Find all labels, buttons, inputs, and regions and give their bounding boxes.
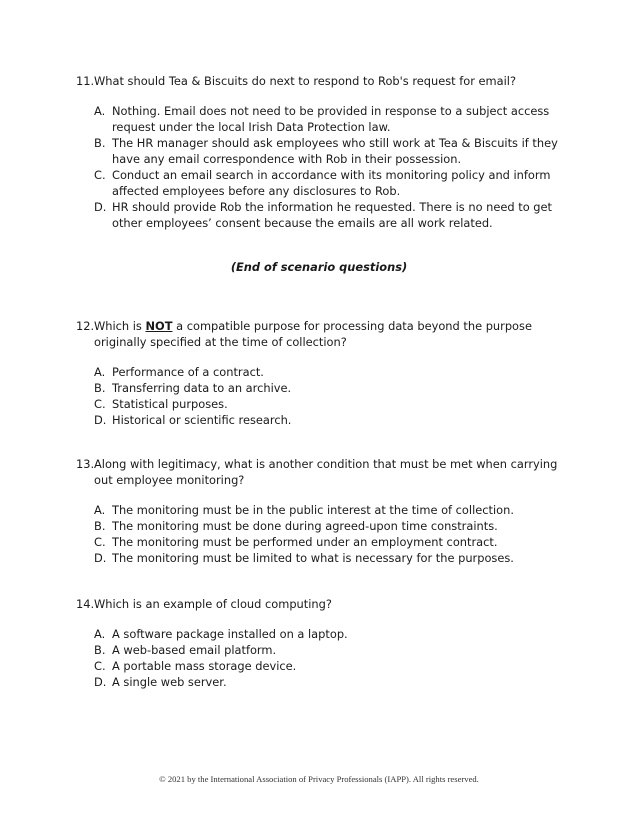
option-text: The monitoring must be limited to what is necessary for the purposes. bbox=[112, 551, 514, 565]
answer-option-b bbox=[94, 135, 566, 167]
option-letter: A. bbox=[94, 365, 106, 379]
answer-option-c bbox=[94, 658, 566, 674]
option-text: Conduct an email search in accordance with its monitoring policy and inform affected employees before any disclosures to Rob. bbox=[112, 168, 551, 198]
question-number: 13. bbox=[76, 457, 95, 471]
answer-option-c bbox=[94, 167, 566, 199]
option-text: A web-based email platform. bbox=[112, 643, 277, 657]
option-letter: D. bbox=[94, 200, 107, 214]
question-text: Which is an example of cloud computing? bbox=[94, 597, 332, 611]
question-number: 12. bbox=[76, 319, 95, 333]
answer-option-d bbox=[94, 412, 566, 428]
end-of-scenario-note: (End of scenario questions) bbox=[230, 260, 408, 274]
answer-option-d bbox=[94, 199, 566, 231]
answer-options bbox=[76, 103, 566, 231]
option-text: Nothing. Email does not need to be provided in response to a subject access request under the local Irish Data Protection law. bbox=[112, 104, 550, 134]
question-13 bbox=[76, 456, 566, 566]
question-number: 14. bbox=[76, 597, 95, 611]
option-letter: C. bbox=[94, 168, 106, 182]
question-text-end: a compatible purpose for processing data beyond the purpose originally specified at the time of collection? bbox=[94, 319, 532, 349]
option-text: A portable mass storage device. bbox=[112, 659, 297, 673]
option-text: Transferring data to an archive. bbox=[112, 381, 292, 395]
question-stem bbox=[76, 73, 566, 89]
option-letter: C. bbox=[94, 659, 106, 673]
option-text: Statistical purposes. bbox=[112, 397, 228, 411]
answer-option-c bbox=[94, 534, 566, 550]
option-letter: C. bbox=[94, 535, 106, 549]
answer-option-d bbox=[94, 674, 566, 690]
question-text: Along with legitimacy, what is another condition that must be met when carrying out employee monitoring? bbox=[94, 457, 558, 487]
answer-options bbox=[76, 626, 566, 690]
option-text: A software package installed on a laptop. bbox=[112, 627, 348, 641]
question-12 bbox=[76, 318, 566, 428]
question-stem bbox=[76, 456, 566, 488]
option-letter: D. bbox=[94, 551, 107, 565]
option-text: The monitoring must be performed under an employment contract. bbox=[112, 535, 498, 549]
option-text: The monitoring must be done during agreed-upon time constraints. bbox=[112, 519, 498, 533]
answer-option-d bbox=[94, 550, 566, 566]
option-letter: A. bbox=[94, 503, 106, 517]
copyright-footer: © 2021 by the International Association of Privacy Professionals (IAPP). All rights reserved. bbox=[159, 774, 479, 784]
option-text: A single web server. bbox=[112, 675, 227, 689]
question-14 bbox=[76, 596, 566, 690]
option-letter: D. bbox=[94, 675, 107, 689]
answer-option-a bbox=[94, 626, 566, 642]
answer-options bbox=[76, 502, 566, 566]
question-number: 11. bbox=[76, 74, 95, 88]
option-text: Historical or scientific research. bbox=[112, 413, 292, 427]
option-letter: B. bbox=[94, 519, 106, 533]
answer-option-a bbox=[94, 502, 566, 518]
option-text: Performance of a contract. bbox=[112, 365, 264, 379]
question-stem bbox=[76, 596, 566, 612]
option-text: The monitoring must be in the public interest at the time of collection. bbox=[112, 503, 514, 517]
question-text: What should Tea & Biscuits do next to respond to Rob's request for email? bbox=[94, 74, 517, 88]
option-letter: A. bbox=[94, 627, 106, 641]
option-text: The HR manager should ask employees who still work at Tea & Biscuits if they have any email correspondence with Rob in their possession. bbox=[112, 136, 558, 166]
answer-option-b bbox=[94, 642, 566, 658]
emphasis-not: NOT bbox=[145, 319, 173, 333]
option-letter: B. bbox=[94, 643, 106, 657]
option-letter: A. bbox=[94, 104, 106, 118]
answer-option-a bbox=[94, 364, 566, 380]
answer-option-a bbox=[94, 103, 566, 135]
option-letter: B. bbox=[94, 381, 106, 395]
answer-option-b bbox=[94, 518, 566, 534]
option-letter: B. bbox=[94, 136, 106, 150]
question-stem bbox=[76, 318, 566, 350]
question-11 bbox=[76, 73, 566, 231]
answer-option-c bbox=[94, 396, 566, 412]
option-letter: C. bbox=[94, 397, 106, 411]
option-text: HR should provide Rob the information he requested. There is no need to get other employees’ consent because the emails are all work related. bbox=[112, 200, 553, 230]
answer-options bbox=[76, 364, 566, 428]
question-text-start: Which is bbox=[94, 319, 146, 333]
answer-option-b bbox=[94, 380, 566, 396]
option-letter: D. bbox=[94, 413, 107, 427]
